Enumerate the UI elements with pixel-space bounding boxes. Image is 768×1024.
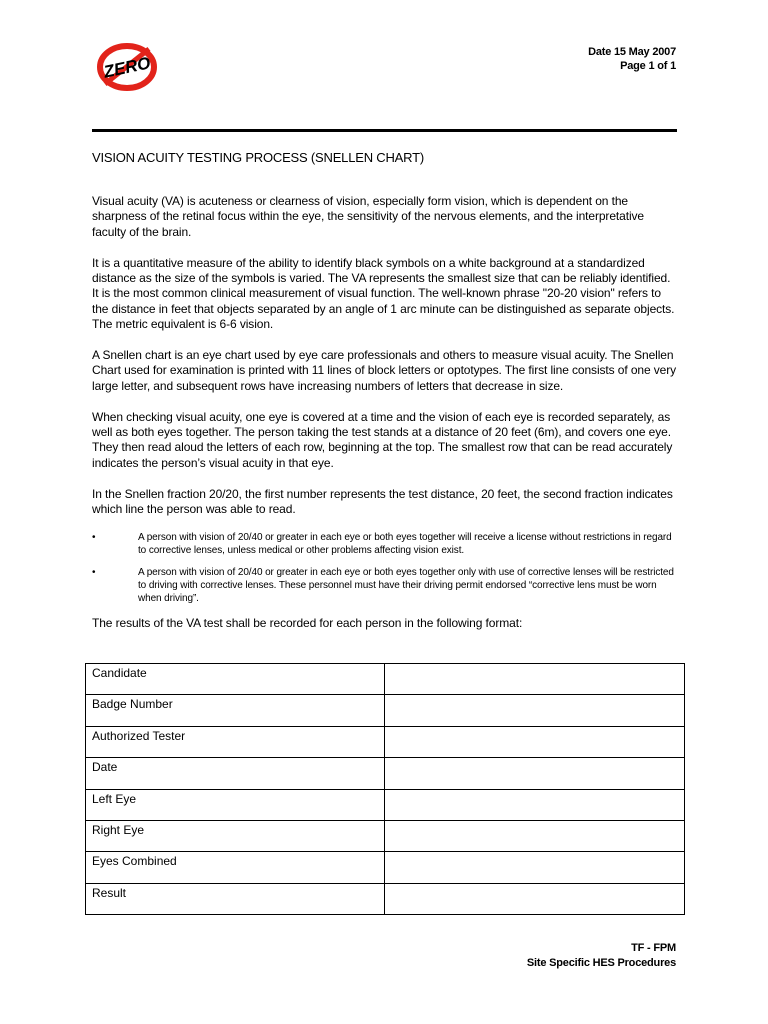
table-row bbox=[86, 695, 685, 726]
paragraph-snellen-chart: A Snellen chart is an eye chart used by eye care professionals and others to measure visual acuity. The Snellen Chart used for examination is printed with 11 lines of block letters or optotypes. The first line consists of one very large letter, and subsequent rows have increasing numbers of letters that decrease in size. bbox=[92, 348, 677, 393]
table-row bbox=[86, 820, 685, 851]
row-label-date: Date bbox=[86, 758, 385, 789]
row-label-candidate: Candidate bbox=[86, 664, 385, 695]
row-label-authorized-tester: Authorized Tester bbox=[86, 726, 385, 757]
paragraph-quantitative-measure: It is a quantitative measure of the ability to identify black symbols on a white background at a standardized distance as the size of the symbols is varied. The VA represents the smallest size that can be reliably identified. It is the most common clinical measurement of visual function. The well-known phrase "20-20 vision" refers to the distance in feet that objects separated by an angle of 1 arc minute can be distinguished as separate objects. The metric equivalent is 6-6 vision. bbox=[92, 255, 675, 332]
footer-procedures: Site Specific HES Procedures bbox=[526, 957, 676, 969]
paragraph-visual-acuity: Visual acuity (VA) is acuteness or clearness of vision, especially form vision, which is dependent on the sharpness of the retinal focus within the eye, the sensitivity of the nervous elements, and the interpretative faculty of the brain. bbox=[92, 194, 644, 239]
footer-department: TF - FPM bbox=[631, 942, 676, 954]
row-label-badge-number: Badge Number bbox=[86, 695, 385, 726]
list-item-text: A person with vision of 20/40 or greater in each eye or both eyes together only with use of corrective lenses will be restricted to driving with corrective lenses. These personnel must have their driving permit endorsed “corrective lens must be worn when driving”. bbox=[138, 566, 674, 605]
candidate-field[interactable] bbox=[385, 664, 685, 695]
va-record-table bbox=[85, 663, 685, 915]
right-eye-field[interactable] bbox=[385, 820, 685, 851]
badge-number-field[interactable] bbox=[385, 695, 685, 726]
page-number: Page 1 of 1 bbox=[620, 60, 676, 72]
list-item bbox=[92, 531, 678, 558]
table-row bbox=[86, 883, 685, 914]
table-row bbox=[86, 726, 685, 757]
table-row bbox=[86, 664, 685, 695]
paragraph-snellen-fraction: In the Snellen fraction 20/20, the first number represents the test distance, 20 feet, the second fraction indicates which line the person was able to read. bbox=[92, 486, 673, 517]
document-title: VISION ACUITY TESTING PROCESS (SNELLEN CHART) bbox=[92, 150, 424, 165]
result-field[interactable] bbox=[385, 883, 685, 914]
license-rules-list bbox=[92, 531, 678, 606]
left-eye-field[interactable] bbox=[385, 789, 685, 820]
format-intro: The results of the VA test shall be recorded for each person in the following format: bbox=[92, 615, 523, 630]
row-label-right-eye: Right Eye bbox=[86, 820, 385, 851]
eyes-combined-field[interactable] bbox=[385, 852, 685, 883]
document-body bbox=[92, 194, 678, 647]
row-label-eyes-combined: Eyes Combined bbox=[86, 852, 385, 883]
logo-text: ZERO bbox=[102, 53, 153, 82]
header-meta bbox=[588, 45, 676, 73]
list-item-text: A person with vision of 20/40 or greater in each eye or both eyes together will receive a license without restrictions in regard to corrective lenses, unless medical or other problems affecting vision exist. bbox=[138, 531, 672, 557]
table-row bbox=[86, 789, 685, 820]
company-logo bbox=[95, 40, 159, 92]
bullet-icon: • bbox=[92, 531, 96, 543]
date-field[interactable] bbox=[385, 758, 685, 789]
row-label-left-eye: Left Eye bbox=[86, 789, 385, 820]
header-rule bbox=[92, 129, 677, 132]
bullet-icon: • bbox=[92, 566, 96, 578]
paragraph-checking-procedure: When checking visual acuity, one eye is covered at a time and the vision of each eye is recorded separately, as well as both eyes together. The person taking the test stands at a distance of 20 feet (6m), and covers one eye. They then read aloud the letters of each row, beginning at the top. The smallest row that can be read accurately indicates the person’s visual acuity in that eye. bbox=[92, 409, 673, 470]
row-label-result: Result bbox=[86, 883, 385, 914]
list-item bbox=[92, 566, 678, 606]
document-date: Date 15 May 2007 bbox=[588, 46, 676, 58]
table-row bbox=[86, 852, 685, 883]
table-row bbox=[86, 758, 685, 789]
authorized-tester-field[interactable] bbox=[385, 726, 685, 757]
page-footer bbox=[527, 941, 676, 971]
